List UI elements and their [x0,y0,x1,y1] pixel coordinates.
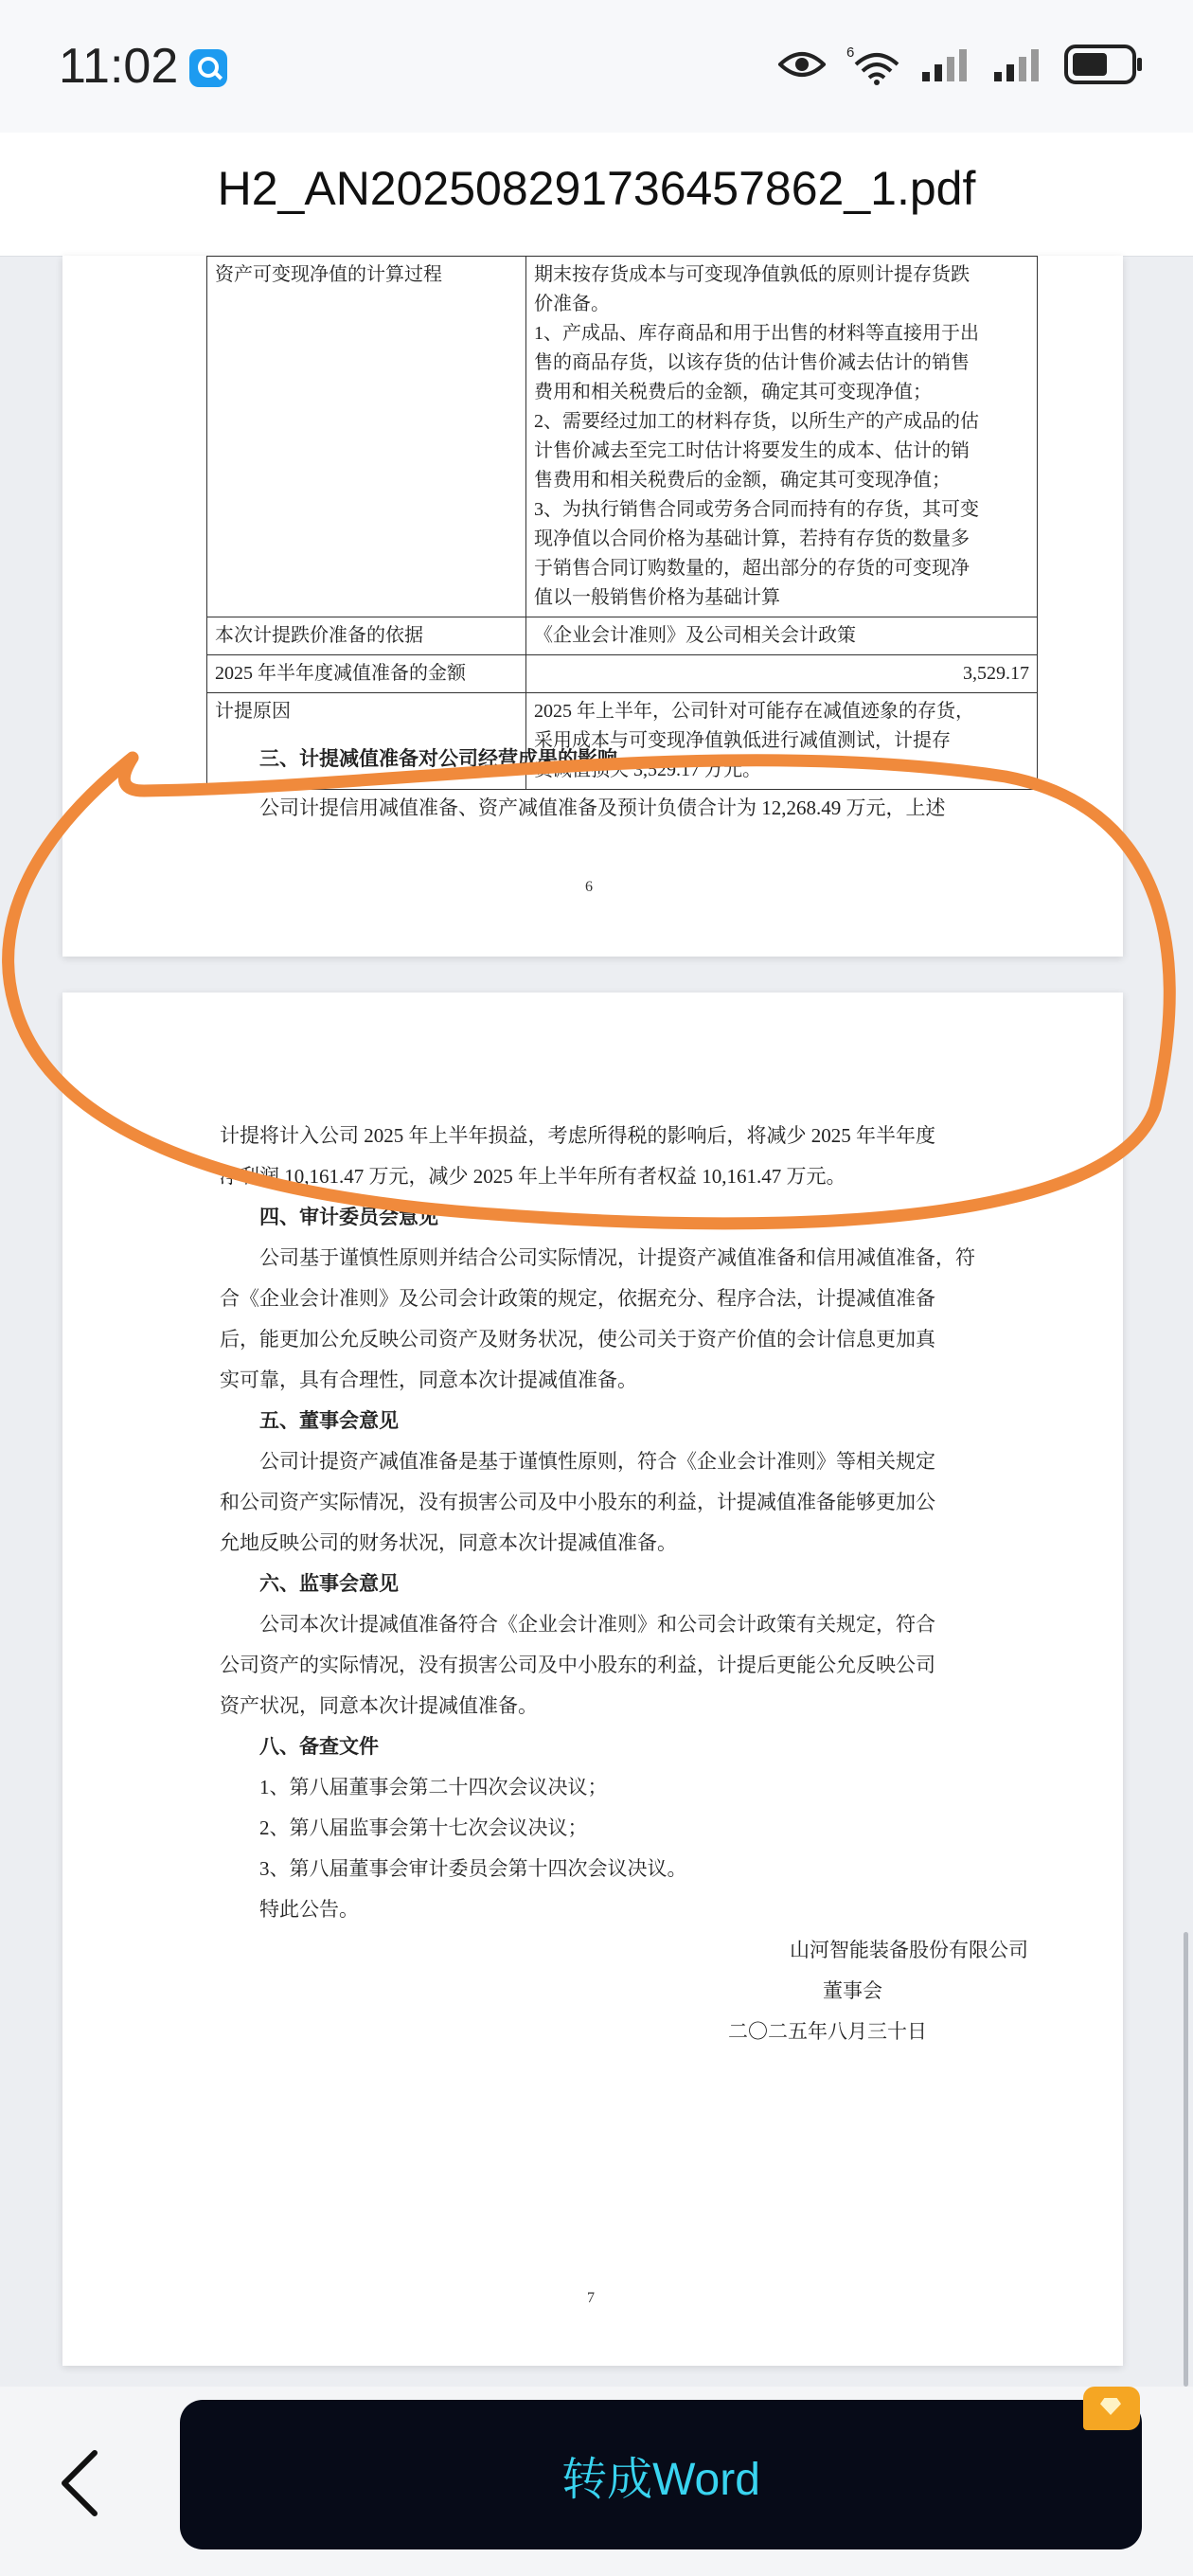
pdf-page-7[interactable] [62,993,1123,2366]
table-cell-value [526,257,1038,617]
search-app-icon [189,49,227,87]
convert-to-word-button[interactable] [180,2400,1142,2549]
paragraph-line: 和公司资产实际情况，没有损害公司及中小股东的利益，计提减值准备能够更加公 [220,1491,935,1513]
signature-date: 二〇二五年八月三十日 [728,2020,927,2043]
table-line: 2025 年上半年，公司针对可能存在减值迹象的存货， [534,701,974,722]
table-line: 值以一般销售价格为基础计算 [534,587,780,608]
table-line: 采用成本与可变现净值孰低进行减值测试，计提存 [534,730,951,751]
table-cell-label: 2025 年半年度减值准备的金额 [207,655,526,693]
table-cell-label: 本次计提跌价准备的依据 [207,617,526,655]
section-heading: 八、备查文件 [259,1735,379,1758]
table-line: 售的商品存货，以该存货的估计售价减去估计的销售 [534,352,970,373]
table-line: 费用和相关税费后的金额，确定其可变现净值； [534,382,932,402]
paragraph-line: 公司资产的实际情况，没有损害公司及中小股东的利益，计提后更能公允反映公司 [220,1654,935,1676]
table-line: 于销售合同订购数量的，超出部分的存货的可变现净 [534,558,970,579]
page-number: 6 [585,879,593,895]
signal-icon [920,45,971,83]
table-cell-label: 计提原因 [207,693,526,790]
bottom-toolbar [0,2387,1193,2576]
impairment-table [206,256,1038,790]
paragraph-line: 特此公告。 [259,1898,359,1921]
table-line: 售费用和相关税费后的金额，确定其可变现净值； [534,470,951,491]
section-heading: 三、计提减值准备对公司经营成果的影响 [259,747,617,770]
paragraph-line: 公司计提资产减值准备是基于谨慎性原则，符合《企业会计准则》等相关规定 [259,1450,935,1473]
status-bar [0,0,1193,133]
paragraph-line: 3、第八届董事会审计委员会第十四次会议决议。 [259,1857,687,1880]
vertical-scrollbar[interactable] [1184,1932,1188,2387]
signal-icon-2 [992,45,1043,83]
signature-company: 山河智能装备股份有限公司 [790,1939,1028,1961]
paragraph-line: 允地反映公司的财务状况，同意本次计提减值准备。 [220,1531,677,1554]
paragraph-line: 公司计提信用减值准备、资产减值准备及预计负债合计为 12,268.49 万元，上述 [259,796,946,819]
paragraph-line: 2、第八届监事会第十七次会议决议； [259,1816,588,1839]
status-time: 11:02 [59,39,179,94]
table-line: 价准备。 [534,294,610,314]
battery-icon [1064,45,1144,84]
vip-diamond-badge-icon [1083,2387,1140,2430]
page-number: 7 [587,2290,595,2306]
table-row [207,617,1038,655]
table-row [207,655,1038,693]
document-title: H2_AN202508291736457862_1.pdf [217,162,976,215]
table-line: 货减值损失 3,529.17 万元。 [534,760,761,780]
paragraph-line: 合《企业会计准则》及公司会计政策的规定，依据充分、程序合法，计提减值准备 [220,1287,935,1310]
back-arrow-icon[interactable] [49,2445,116,2521]
paragraph-line: 计提将计入公司 2025 年上半年损益，考虑所得税的影响后，将减少 2025 年半年度 [220,1124,935,1147]
table-line: 1、产成品、库存商品和用于出售的材料等直接用于出 [534,323,979,344]
signature-board: 董事会 [823,1979,882,2002]
paragraph-line: 公司基于谨慎性原则并结合公司实际情况，计提资产减值准备和信用减值准备，符 [259,1246,975,1269]
section-heading: 四、审计委员会意见 [259,1206,438,1228]
status-icons [778,44,1144,85]
document-header [0,133,1193,257]
paragraph-line: 公司本次计提减值准备符合《企业会计准则》和公司会计政策有关规定，符合 [259,1613,935,1636]
table-line: 期末按存货成本与可变现净值孰低的原则计提存货跌 [534,264,970,285]
network-label: 6 [846,45,855,61]
table-line: 3,529.17 [963,663,1029,684]
paragraph-line: 1、第八届董事会第二十四次会议决议； [259,1776,608,1798]
table-line: 《企业会计准则》及公司相关会计政策 [534,625,856,646]
convert-to-word-label: 转成Word [561,2454,760,2505]
paragraph-line: 后，能更加公允反映公司资产及财务状况，使公司关于资产价值的会计信息更加真 [220,1328,935,1351]
table-line: 现净值以合同价格为基础计算，若持有存货的数量多 [534,528,970,549]
table-cell-value [526,655,1038,693]
section-heading: 五、董事会意见 [259,1409,399,1432]
table-cell-value [526,617,1038,655]
table-line: 3、为执行销售合同或劳务合同而持有的存货，其可变 [534,499,979,520]
paragraph-line: 资产状况，同意本次计提减值准备。 [220,1694,538,1717]
eye-icon [778,49,826,80]
table-row [207,257,1038,617]
paragraph-line: 净利润 10,161.47 万元，减少 2025 年上半年所有者权益 10,161.47 万元。 [220,1165,846,1188]
paragraph-line: 实可靠，具有合理性，同意本次计提减值准备。 [220,1368,637,1391]
pdf-page-6[interactable] [62,256,1123,957]
table-line: 计售价减去至完工时估计将要发生的成本、估计的销 [534,440,970,461]
table-cell-label: 资产可变现净值的计算过程 [207,257,526,617]
table-line: 2、需要经过加工的材料存货，以所生产的产成品的估 [534,411,979,432]
wifi-icon [846,44,899,85]
section-heading: 六、监事会意见 [259,1572,399,1595]
